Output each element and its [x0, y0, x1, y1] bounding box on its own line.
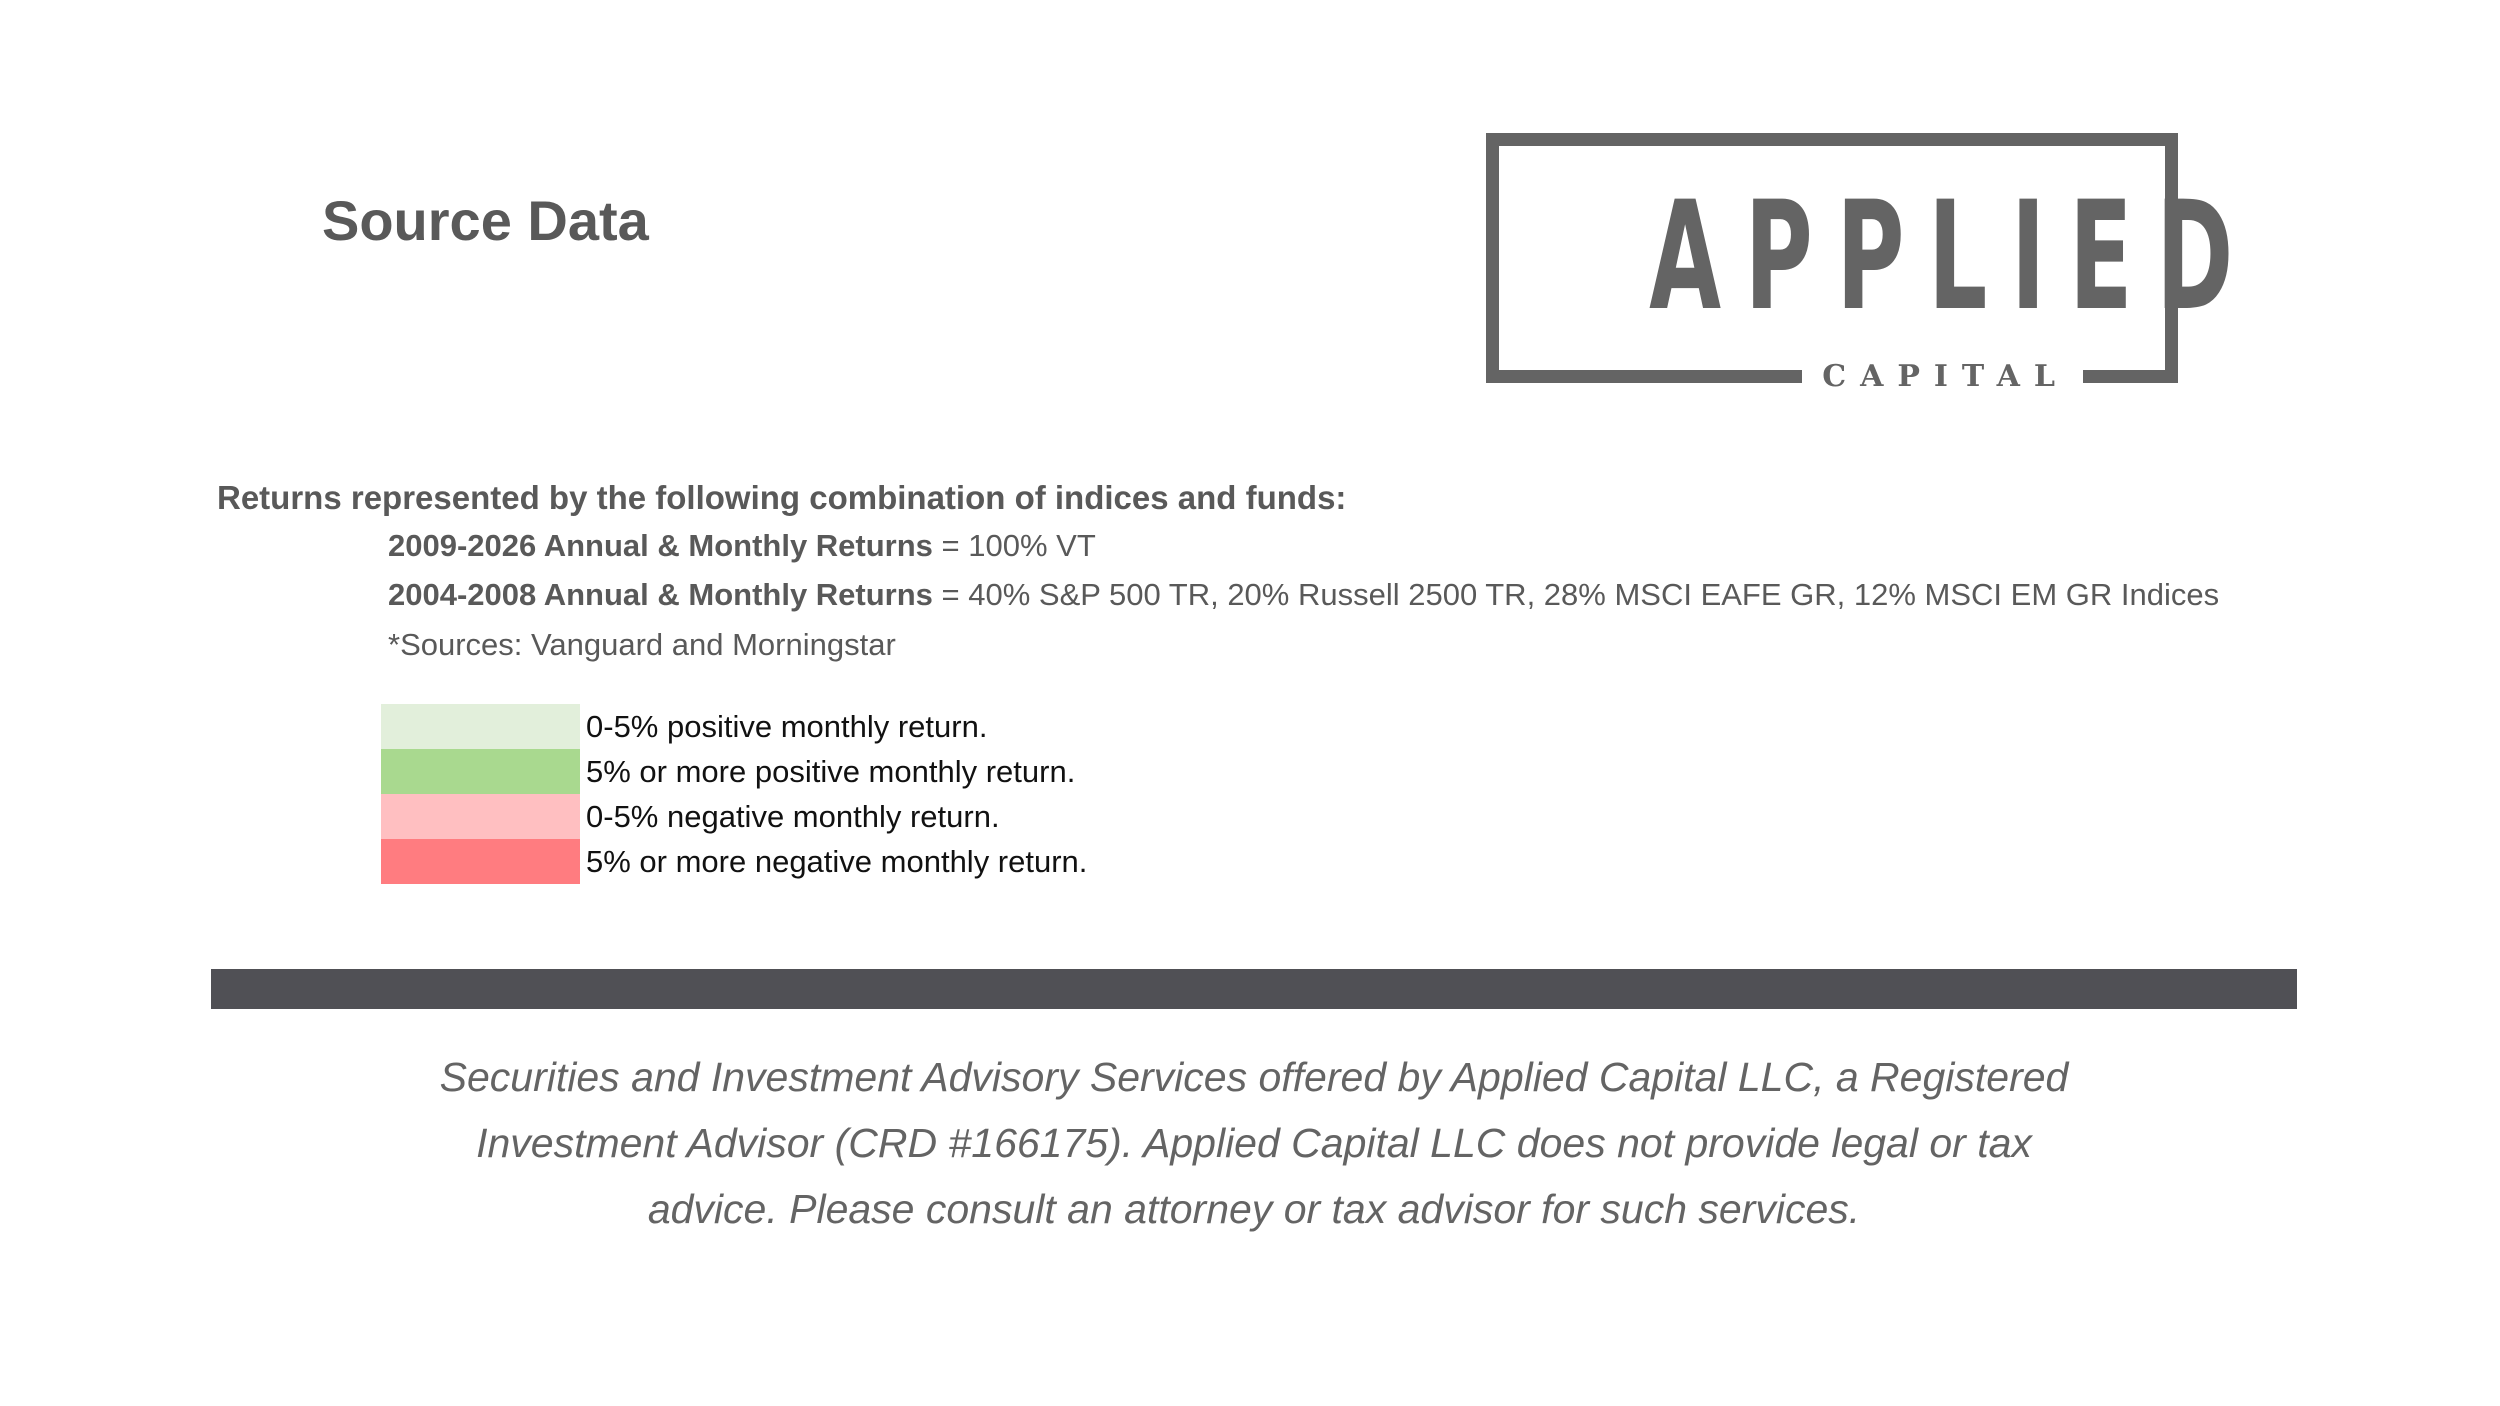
return-composition: = 40% S&P 500 TR, 20% Russell 2500 TR, 28% MSCI EAFE GR, 12% MSCI EM GR Indices [932, 577, 2220, 612]
sources-heading: Returns represented by the following combination of indices and funds: [217, 479, 1347, 516]
logo-wordmark: APPLIED [1649, 170, 2257, 344]
legend-item [381, 839, 1141, 884]
legend-swatch-red [381, 839, 580, 884]
return-period-label: 2009-2026 Annual & Monthly Returns [388, 528, 933, 563]
color-legend [381, 704, 1141, 884]
return-source-line [388, 573, 2219, 617]
legend-swatch-light-red [381, 794, 580, 839]
legend-label: 5% or more positive monthly return. [586, 754, 1076, 789]
sources-note: *Sources: Vanguard and Morningstar [388, 627, 896, 662]
legend-label: 0-5% negative monthly return. [586, 799, 1000, 834]
legend-label: 0-5% positive monthly return. [586, 709, 988, 744]
disclaimer [211, 1044, 2297, 1242]
page-title: Source Data [322, 189, 649, 252]
legend-item [381, 749, 1141, 794]
legend-label: 5% or more negative monthly return. [586, 844, 1088, 879]
legend-item [381, 794, 1141, 839]
legend-swatch-green [381, 749, 580, 794]
disclaimer-line: Securities and Investment Advisory Services offered by Applied Capital LLC, a Registered [439, 1054, 2069, 1100]
applied-capital-logo [1486, 133, 2257, 394]
disclaimer-line: Investment Advisor (CRD #166175). Applied Capital LLC does not provide legal or tax [476, 1120, 2032, 1166]
divider-bar [211, 969, 2297, 1009]
legend-item [381, 704, 1141, 749]
return-period-label: 2004-2008 Annual & Monthly Returns [388, 577, 933, 612]
return-source-line [388, 524, 1096, 568]
disclaimer-line: advice. Please consult an attorney or tax advisor for such services. [647, 1186, 1861, 1232]
return-composition: = 100% VT [932, 528, 1096, 563]
legend-swatch-light-green [381, 704, 580, 749]
logo-subtitle: CAPITAL [1802, 357, 2083, 397]
